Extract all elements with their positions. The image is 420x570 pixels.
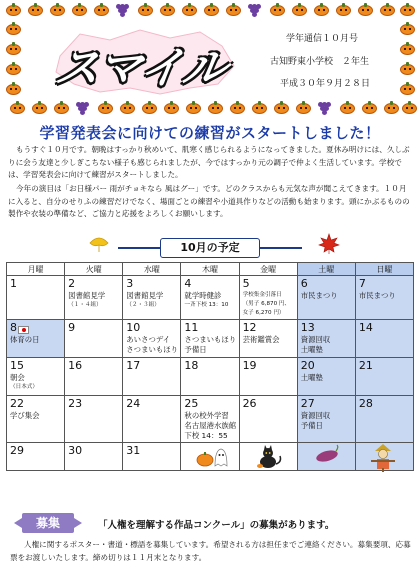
day-number: 28 bbox=[358, 397, 373, 410]
event-label: 学校集金引落日 bbox=[242, 292, 282, 298]
calendar-week-row bbox=[7, 396, 414, 443]
pumpkin-icon bbox=[384, 101, 399, 114]
recruitment-body: 人権に関するポスター・書道・標語を募集しています。希望される方は担任までご連絡ください。募集要項、応募票をお渡しいたします。締め切りは１１月末となります。 bbox=[10, 540, 411, 562]
day-number: 1 bbox=[10, 277, 17, 290]
day-number: 25 bbox=[184, 397, 199, 410]
pumpkin-icon bbox=[270, 3, 285, 16]
calendar-week-row bbox=[7, 276, 414, 320]
calendar-day-cell bbox=[7, 396, 65, 443]
event-label: 一斉下校 13：10 bbox=[184, 302, 229, 308]
day-number: 11 bbox=[184, 321, 199, 334]
pumpkin-icon bbox=[274, 101, 289, 114]
pumpkin-icon bbox=[182, 3, 197, 16]
paragraph-intro: もうすぐ１０月です。朝晩はすっかり秋めいて、肌寒く感じられるようになってきました。夏休み明けには、久しぶりに会う友達と少しぎこちない様子も感じられましたが、今ではすっかり元の調子で仲よく生活しています。学校では、学習発表会に向けて練習がスタートしました。 bbox=[8, 145, 410, 180]
weekday-sat: 土曜 bbox=[297, 263, 355, 276]
pumpkin-icon bbox=[230, 101, 245, 114]
calendar-day-cell bbox=[65, 320, 123, 358]
issue-date: 平成３０年９月２８日 bbox=[280, 79, 371, 89]
weekday-tue: 火曜 bbox=[65, 263, 123, 276]
event-label: 資源回収 bbox=[300, 411, 331, 420]
pumpkin-icon bbox=[28, 3, 43, 16]
pumpkin-icon bbox=[94, 3, 109, 16]
maple-leaf-icon bbox=[318, 233, 340, 255]
pumpkin-icon bbox=[142, 101, 157, 114]
calendar-day-cell bbox=[297, 320, 355, 358]
day-number: 8 bbox=[10, 321, 17, 334]
event-label: 市民まつり bbox=[300, 291, 338, 300]
pumpkin-icon bbox=[400, 3, 415, 16]
day-number: 9 bbox=[68, 321, 76, 334]
weekday-sun: 日曜 bbox=[355, 263, 413, 276]
day-number: 12 bbox=[242, 321, 257, 334]
calendar-day-cell bbox=[123, 320, 181, 358]
calendar-day-cell bbox=[65, 358, 123, 396]
calendar-day-cell bbox=[181, 443, 239, 471]
weekday-mon: 月曜 bbox=[7, 263, 65, 276]
schedule-title: 10月の予定 bbox=[160, 238, 260, 258]
ginkgo-leaf-icon bbox=[88, 235, 110, 253]
pumpkin-icon bbox=[208, 101, 223, 114]
event-label: 図書館見学 bbox=[68, 291, 106, 300]
day-number: 31 bbox=[126, 444, 141, 457]
issue-label: 学年通信１０月号 bbox=[286, 34, 359, 44]
calendar-week-row bbox=[7, 358, 414, 396]
calendar-body bbox=[7, 276, 414, 471]
pumpkin-icon bbox=[160, 3, 175, 16]
day-number: 17 bbox=[126, 359, 141, 372]
calendar-day-cell bbox=[355, 276, 413, 320]
weekday-fri: 金曜 bbox=[239, 263, 297, 276]
calendar-week-row bbox=[7, 320, 414, 358]
pumpkin-icon bbox=[204, 3, 219, 16]
day-number: 19 bbox=[242, 359, 257, 372]
event-label: （２・３組） bbox=[126, 302, 160, 308]
scarecrow-icon bbox=[370, 444, 396, 475]
pumpkin-icon bbox=[120, 101, 135, 114]
event-label: 予備日 bbox=[184, 345, 207, 354]
pumpkin-icon bbox=[72, 3, 87, 16]
day-number: 26 bbox=[242, 397, 257, 410]
event-label: あいさつデイ bbox=[126, 335, 171, 344]
pumpkin-icon bbox=[138, 3, 153, 16]
event-label: 就学時健診 bbox=[184, 291, 222, 300]
calendar-day-cell bbox=[7, 320, 65, 358]
calendar-day-cell bbox=[7, 358, 65, 396]
black-cat-icon bbox=[254, 444, 284, 473]
event-label: 女子 6,270 円） bbox=[242, 310, 285, 316]
ghost-pumpkin-icon bbox=[195, 444, 229, 471]
pumpkin-icon bbox=[6, 62, 21, 75]
event-label: 図書館見学 bbox=[126, 291, 164, 300]
day-number: 30 bbox=[68, 444, 83, 457]
pumpkin-icon bbox=[10, 101, 25, 114]
day-number: 13 bbox=[300, 321, 315, 334]
calendar-day-cell bbox=[297, 358, 355, 396]
calendar-day-cell bbox=[123, 276, 181, 320]
pumpkin-icon bbox=[340, 101, 355, 114]
calendar-day-cell bbox=[355, 358, 413, 396]
calendar-day-cell bbox=[65, 396, 123, 443]
event-label: 資源回収 bbox=[300, 335, 331, 344]
event-label: 朝会 bbox=[10, 373, 25, 382]
event-label: 体育の日 bbox=[10, 335, 40, 344]
event-label: 市民まつり bbox=[358, 291, 396, 300]
day-number: 4 bbox=[184, 277, 192, 290]
event-label: （男子 6,870 円、 bbox=[242, 301, 291, 307]
day-number: 10 bbox=[126, 321, 141, 334]
pumpkin-icon bbox=[186, 101, 201, 114]
day-number: 2 bbox=[68, 277, 76, 290]
pumpkin-icon bbox=[336, 3, 351, 16]
pumpkin-icon bbox=[54, 101, 69, 114]
calendar-day-cell bbox=[297, 276, 355, 320]
day-number: 21 bbox=[358, 359, 373, 372]
pumpkin-icon bbox=[32, 101, 47, 114]
day-number: 16 bbox=[68, 359, 83, 372]
pumpkin-icon bbox=[296, 101, 311, 114]
event-label: （１・４組） bbox=[68, 302, 102, 308]
calendar-day-cell bbox=[123, 358, 181, 396]
event-label: 土曜塾 bbox=[300, 373, 323, 382]
pumpkin-icon bbox=[6, 42, 21, 55]
pumpkin-icon bbox=[362, 101, 377, 114]
calendar-day-cell bbox=[65, 276, 123, 320]
event-label: 秋の校外学習 bbox=[184, 411, 229, 420]
day-number: 18 bbox=[184, 359, 199, 372]
october-calendar bbox=[6, 262, 414, 471]
calendar-day-cell bbox=[355, 320, 413, 358]
day-number: 27 bbox=[300, 397, 315, 410]
calendar-day-cell bbox=[65, 443, 123, 471]
day-number: 5 bbox=[242, 277, 250, 290]
day-number: 14 bbox=[358, 321, 373, 334]
school-grade: 古知野東小学校 ２年生 bbox=[270, 57, 370, 67]
calendar-day-cell bbox=[297, 396, 355, 443]
pumpkin-icon bbox=[400, 42, 415, 55]
pumpkin-icon bbox=[6, 82, 21, 95]
calendar-day-cell bbox=[7, 276, 65, 320]
calendar-day-cell bbox=[123, 443, 181, 471]
calendar-day-cell bbox=[239, 396, 297, 443]
calendar-day-cell bbox=[239, 320, 297, 358]
grape-icon bbox=[116, 3, 128, 17]
pumpkin-icon bbox=[50, 3, 65, 16]
event-label: （日本式） bbox=[10, 384, 38, 390]
calendar-week-row bbox=[7, 443, 414, 471]
calendar-day-cell bbox=[7, 443, 65, 471]
calendar-day-cell bbox=[181, 396, 239, 443]
newsletter-title: スマイル bbox=[51, 43, 230, 94]
weekday-wed: 水曜 bbox=[123, 263, 181, 276]
newsletter-logo bbox=[50, 26, 240, 96]
pumpkin-icon bbox=[6, 3, 21, 16]
day-number: 24 bbox=[126, 397, 141, 410]
event-label: 芸術鑑賞会 bbox=[242, 335, 280, 344]
pumpkin-icon bbox=[6, 22, 21, 35]
day-number: 7 bbox=[358, 277, 366, 290]
day-number: 6 bbox=[300, 277, 308, 290]
pumpkin-icon bbox=[380, 3, 395, 16]
calendar-day-cell bbox=[123, 396, 181, 443]
calendar-day-cell bbox=[355, 396, 413, 443]
japan-flag-icon bbox=[18, 326, 29, 334]
weekday-thu: 木曜 bbox=[181, 263, 239, 276]
calendar-day-cell bbox=[181, 276, 239, 320]
pumpkin-icon bbox=[358, 3, 373, 16]
pumpkin-icon bbox=[292, 3, 307, 16]
paragraph-performance: 今年の演目は「お日様パー 雨がチョキなら 風はグー」です。どのクラスからも元気な声が聞こえてきます。１０月に入ると、自分のせりふの練習だけでなく、場面ごとの練習や小道具作りなどの活動も始まります。頭にかぶるものの製作や衣装の準備など、ご協力と応援をよろしくお願いします。 bbox=[8, 184, 410, 219]
pumpkin-icon bbox=[252, 101, 267, 114]
event-label: 予備日 bbox=[300, 421, 323, 430]
recruitment-title: 「人権を理解する作品コンクール」の募集があります。 bbox=[98, 520, 335, 531]
grape-icon bbox=[248, 3, 260, 17]
day-number: 15 bbox=[10, 359, 24, 372]
pumpkin-icon bbox=[226, 3, 241, 16]
grape-icon bbox=[318, 101, 330, 115]
calendar-day-cell bbox=[239, 358, 297, 396]
event-label: さつまいもほり bbox=[126, 345, 179, 354]
pumpkin-icon bbox=[400, 22, 415, 35]
day-number: 3 bbox=[126, 277, 134, 290]
grape-icon bbox=[76, 101, 88, 115]
event-label: 名古屋港水族館 bbox=[184, 421, 237, 430]
pumpkin-icon bbox=[400, 62, 415, 75]
day-number: 23 bbox=[68, 397, 83, 410]
calendar-day-cell bbox=[181, 358, 239, 396]
calendar-day-cell bbox=[239, 276, 297, 320]
event-label: 土曜塾 bbox=[300, 345, 323, 354]
weekday-header-row bbox=[7, 263, 414, 276]
event-label: 下校 14：55 bbox=[184, 431, 228, 440]
calendar-day-cell bbox=[239, 443, 297, 471]
calendar-day-cell bbox=[181, 320, 239, 358]
day-number: 22 bbox=[10, 397, 24, 410]
pumpkin-icon bbox=[164, 101, 179, 114]
event-label: さつまいもほり bbox=[184, 335, 237, 344]
calendar-day-cell bbox=[355, 443, 413, 471]
event-label: 学び集会 bbox=[10, 411, 40, 420]
pumpkin-icon bbox=[314, 3, 329, 16]
pumpkin-icon bbox=[402, 101, 417, 114]
headline: 学習発表会に向けての練習がスタートしました！ bbox=[39, 124, 381, 142]
day-number: 29 bbox=[10, 444, 24, 457]
day-number: 20 bbox=[300, 359, 315, 372]
pumpkin-icon bbox=[98, 101, 113, 114]
pumpkin-icon bbox=[400, 82, 415, 95]
calendar-day-cell bbox=[297, 443, 355, 471]
sweet-potato-icon bbox=[312, 444, 342, 467]
recruitment-badge: 募集 bbox=[22, 513, 74, 533]
